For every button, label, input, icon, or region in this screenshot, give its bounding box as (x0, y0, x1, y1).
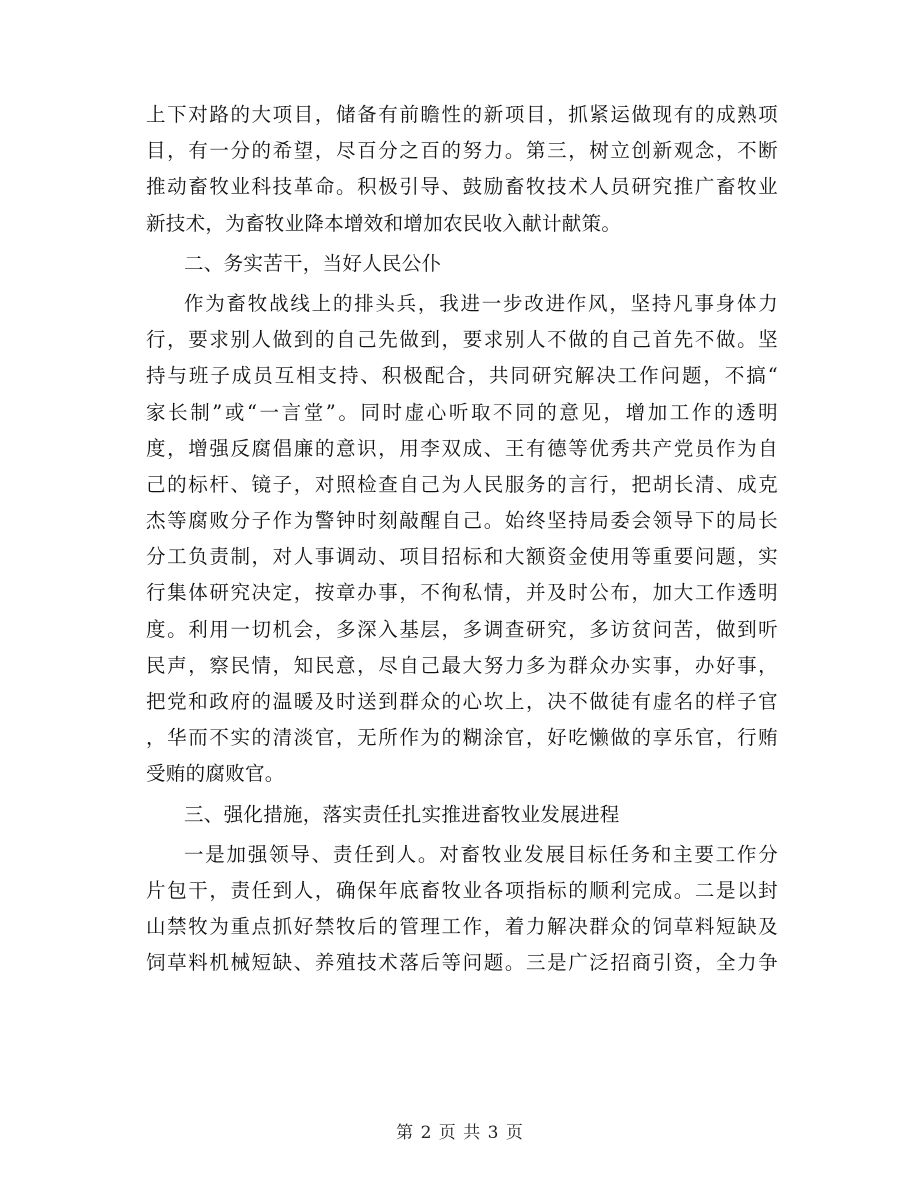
text-line: 目，有一分的希望，尽百分之百的努力。第三，树立创新观念，不断 (146, 139, 778, 163)
text-line: 持与班子成员互相支持、积极配合，共同研究解决工作问题，不搞“ (146, 364, 778, 388)
text-line: 行，要求别人做到的自己先做到，要求别人不做的自己首先不做。坚 (146, 328, 778, 352)
text-line: 行集体研究决定，按章办事，不徇私情，并及时公布，加大工作透明 (146, 581, 778, 605)
text-line: 家长制”或“一言堂”。同时虚心听取不同的意见，增加工作的透明 (146, 400, 778, 424)
text-line: 饲草料机械短缺、养殖技术落后等问题。三是广泛招商引资，全力争 (146, 951, 778, 975)
section-heading-2: 二、务实苦干，当好人民公仆 (184, 251, 442, 275)
text-line: 推动畜牧业科技革命。积极引导、鼓励畜牧技术人员研究推广畜牧业 (146, 175, 778, 199)
text-line: 一是加强领导、责任到人。对畜牧业发展目标任务和主要工作分 (184, 842, 778, 866)
text-line: 民声，察民情，知民意，尽自己最大努力多为群众办实事，办好事， (146, 653, 778, 677)
text-line: 受贿的腐败官。 (146, 762, 285, 786)
text-line: 分工负责制，对人事调动、项目招标和大额资金使用等重要问题，实 (146, 545, 778, 569)
page-number-footer: 第 2 页 共 3 页 (396, 1123, 524, 1143)
document-body (146, 97, 778, 982)
text-line: 上下对路的大项目，储备有前瞻性的新项目，抓紧运做现有的成熟项 (146, 103, 778, 126)
text-line: 己的标杆、镜子，对照检查自己为人民服务的言行，把胡长清、成克 (146, 472, 778, 496)
text-line: 把党和政府的温暖及时送到群众的心坎上，决不做徒有虚名的样子官 (146, 690, 778, 713)
section-heading-3: 三、强化措施，落实责任扎实推进畜牧业发展进程 (184, 802, 620, 826)
text-line: 山禁牧为重点抓好禁牧后的管理工作，着力解决群众的饲草料短缺及 (146, 915, 778, 939)
text-line: 度。利用一切机会，多深入基层，多调查研究，多访贫问苦，做到听 (146, 617, 778, 641)
text-line: 片包干，责任到人，确保年底畜牧业各项指标的顺利完成。二是以封 (146, 878, 778, 902)
text-line: 度，增强反腐倡廉的意识，用李双成、王有德等优秀共产党员作为自 (146, 436, 778, 460)
text-line: ，华而不实的清淡官，无所作为的糊涂官，好吃懒做的享乐官，行贿 (146, 726, 778, 750)
text-line: 作为畜牧战线上的排头兵，我进一步改进作风，坚持凡事身体力 (184, 291, 778, 315)
text-line: 新技术，为畜牧业降本增效和增加农民收入献计献策。 (146, 211, 622, 235)
text-line: 杰等腐败分子作为警钟时刻敲醒自己。始终坚持局委会领导下的局长 (146, 509, 778, 533)
